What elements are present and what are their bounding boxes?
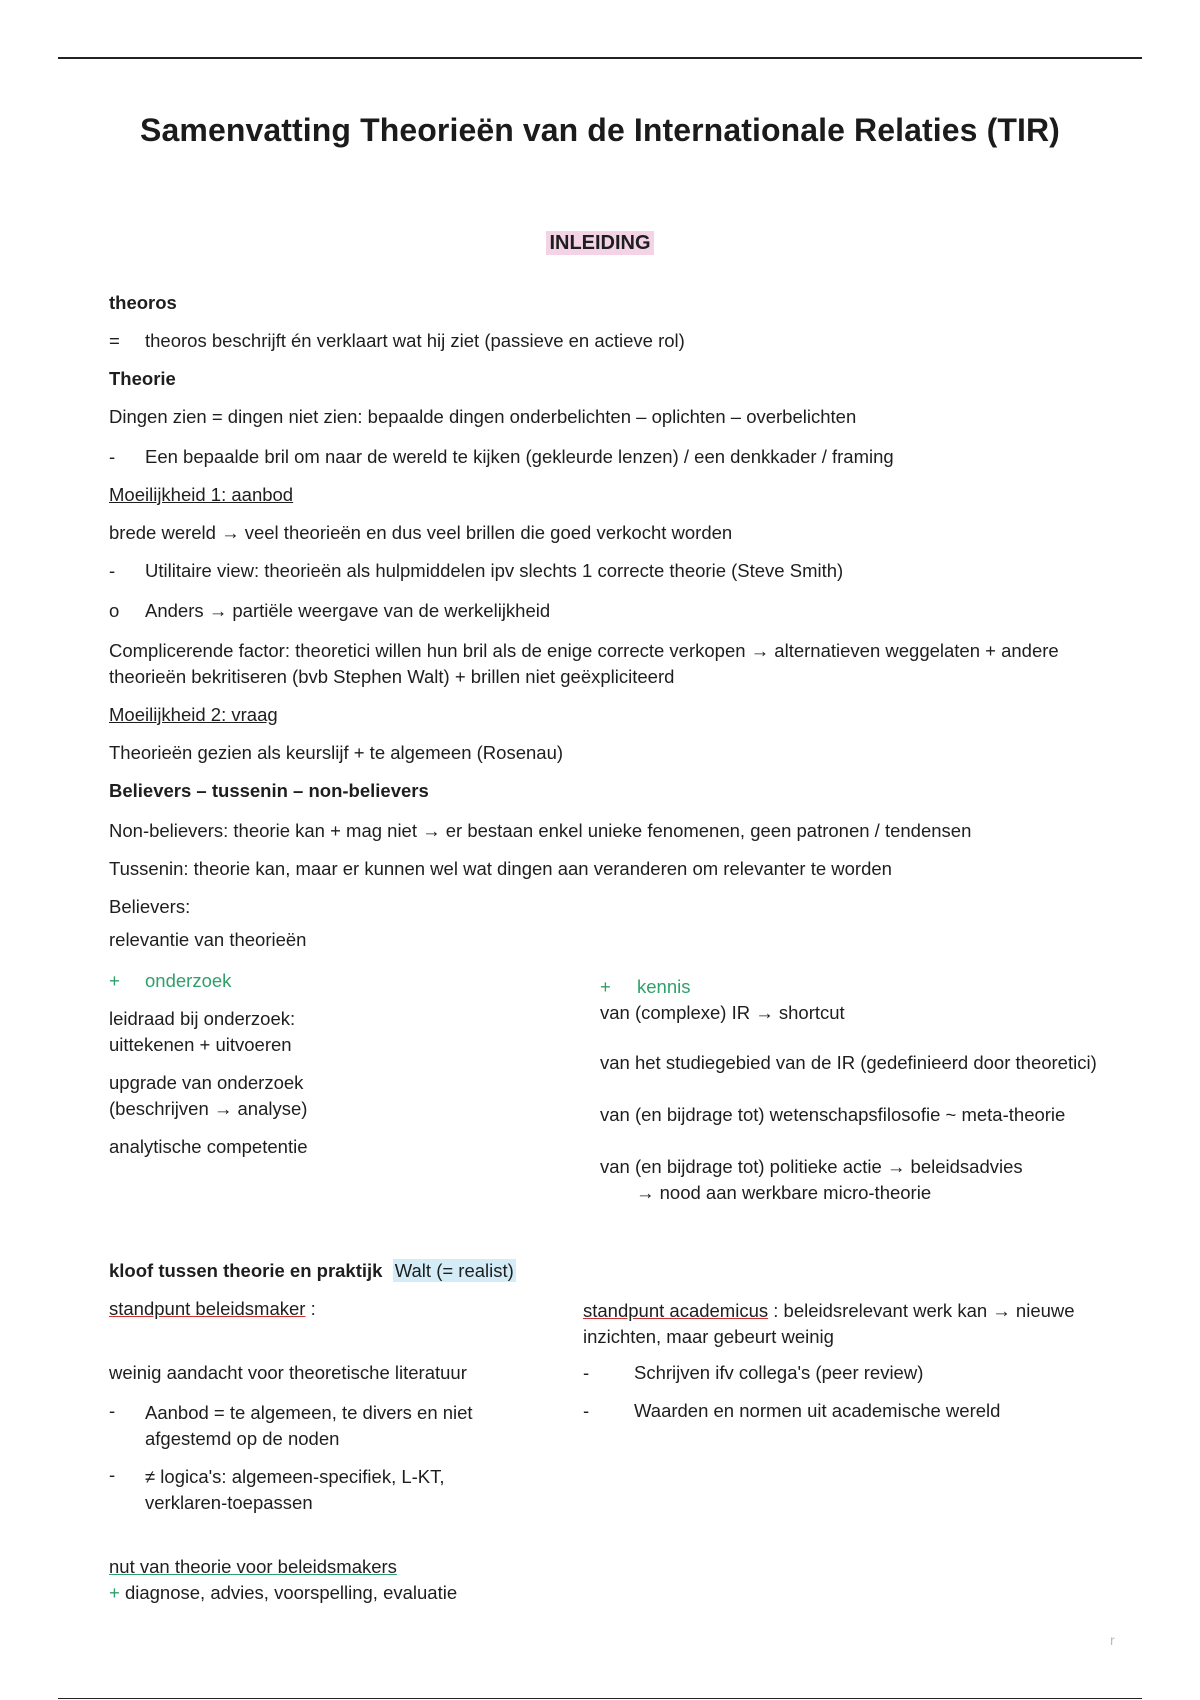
section-heading: [0, 232, 1200, 255]
bullet-marker: -: [583, 1400, 590, 1421]
bullet-marker: -: [109, 446, 116, 467]
beleidsmaker-label: standpunt beleidsmaker: [109, 1298, 306, 1319]
onderzoek-line: leidraad bij onderzoek:: [109, 1008, 296, 1029]
beleidsmaker-line: weinig aandacht voor theoretische literatuur: [109, 1362, 467, 1383]
kennis-line: → nood aan werkbare micro-theorie: [636, 1182, 932, 1203]
onderzoek-line: (beschrijven → analyse): [109, 1098, 308, 1119]
theorie-bullet: Een bepaalde bril om naar de wereld te kijken (gekleurde lenzen) / een denkkader / framing: [145, 446, 894, 467]
nut-line: diagnose, advies, voorspelling, evaluatie: [119, 1582, 458, 1603]
section-heading-label: INLEIDING: [546, 231, 653, 255]
kloof-heading: kloof tussen theorie en praktijk: [109, 1260, 383, 1281]
complicating-factor: Complicerende factor: theoretici willen hun bril als de enige correcte verkopen → alternatieven weggelaten + andere theorieën bekritiseren (bvb Stephen Walt) + brillen niet geëxpliciteerd: [109, 640, 1059, 687]
kloof-heading-row: [109, 1260, 516, 1282]
beleidsmaker-colon: :: [305, 1298, 316, 1319]
nonbelievers-line: Non-believers: theorie kan + mag niet → er bestaan enkel unieke fenomenen, geen patronen / tendensen: [109, 820, 972, 841]
kennis-line: van (en bijdrage tot) politieke actie → beleidsadvies: [600, 1156, 1023, 1177]
onderzoek-line: uittekenen + uitvoeren: [109, 1034, 292, 1055]
document-title: Samenvatting Theorieën van de Internationale Relaties (TIR): [140, 112, 1060, 148]
theoros-definition: theoros beschrijft én verklaart wat hij ziet (passieve en actieve rol): [145, 330, 685, 351]
page-mark: r: [1110, 1632, 1115, 1648]
academicus-text: : beleidsrelevant werk kan → nieuwe inzichten, maar gebeurt weinig: [583, 1300, 1075, 1347]
bullet-marker: -: [109, 1400, 116, 1421]
moeilijkheid1-bullet: Utilitaire view: theorieën als hulpmiddelen ipv slechts 1 correcte theorie (Steve Smith): [145, 560, 844, 581]
nut-heading: nut van theorie voor beleidsmakers: [109, 1556, 397, 1577]
bullet-marker: -: [109, 560, 116, 581]
beleidsmaker-bullet: ≠ logica's: algemeen-specifiek, L-KT, verklaren-toepassen: [145, 1466, 445, 1513]
academicus-bullet: Schrijven ifv collega's (peer review): [634, 1362, 924, 1383]
onderzoek-line: analytische competentie: [109, 1136, 308, 1157]
plus-marker: +: [109, 970, 120, 991]
walt-highlight: Walt (= realist): [394, 1260, 514, 1281]
believers-label: Believers:: [109, 896, 191, 917]
header-rule: [58, 57, 1142, 59]
kennis-label: kennis: [637, 976, 691, 997]
plus-marker: +: [600, 976, 611, 997]
theorie-heading: Theorie: [109, 368, 176, 389]
academicus-label: standpunt academicus: [583, 1300, 769, 1321]
beleidsmaker-bullet: Aanbod = te algemeen, te divers en niet afgestemd op de noden: [145, 1402, 473, 1449]
equals-marker: =: [109, 330, 120, 351]
moeilijkheid2-heading: Moeilijkheid 2: vraag: [109, 704, 278, 725]
onderzoek-line: upgrade van onderzoek: [109, 1072, 304, 1093]
moeilijkheid2-line: Theorieën gezien als keurslijf + te algemeen (Rosenau): [109, 742, 564, 763]
bullet-marker: -: [583, 1362, 590, 1383]
academicus-bullet: Waarden en normen uit academische wereld: [634, 1400, 1001, 1421]
bullet-marker: -: [109, 1464, 116, 1485]
academicus-row: [583, 1298, 1123, 1350]
relevantie-line: relevantie van theorieën: [109, 929, 307, 950]
theoros-heading: theoros: [109, 292, 177, 313]
tussenin-line: Tussenin: theorie kan, maar er kunnen wel wat dingen aan veranderen om relevanter te worden: [109, 858, 892, 879]
plus-marker: +: [109, 1582, 120, 1603]
footer-rule: [58, 1698, 1142, 1699]
kennis-line: van (complexe) IR → shortcut: [600, 1002, 845, 1023]
theorie-line: Dingen zien = dingen niet zien: bepaalde dingen onderbelichten – oplichten – overbelichten: [109, 406, 857, 427]
moeilijkheid1-sub-bullet: Anders → partiële weergave van de werkelijkheid: [145, 600, 551, 621]
moeilijkheid1-heading: Moeilijkheid 1: aanbod: [109, 484, 294, 505]
beleidsmaker-row: [109, 1298, 316, 1320]
believers-heading: Believers – tussenin – non-believers: [109, 780, 429, 801]
sub-bullet-marker: o: [109, 600, 120, 621]
nut-row: [109, 1582, 457, 1604]
kennis-line: van (en bijdrage tot) wetenschapsfilosofie ~ meta-theorie: [600, 1104, 1066, 1125]
onderzoek-label: onderzoek: [145, 970, 232, 991]
moeilijkheid1-line: brede wereld → veel theorieën en dus veel brillen die goed verkocht worden: [109, 522, 733, 543]
kennis-line: van het studiegebied van de IR (gedefinieerd door theoretici): [600, 1052, 1097, 1073]
